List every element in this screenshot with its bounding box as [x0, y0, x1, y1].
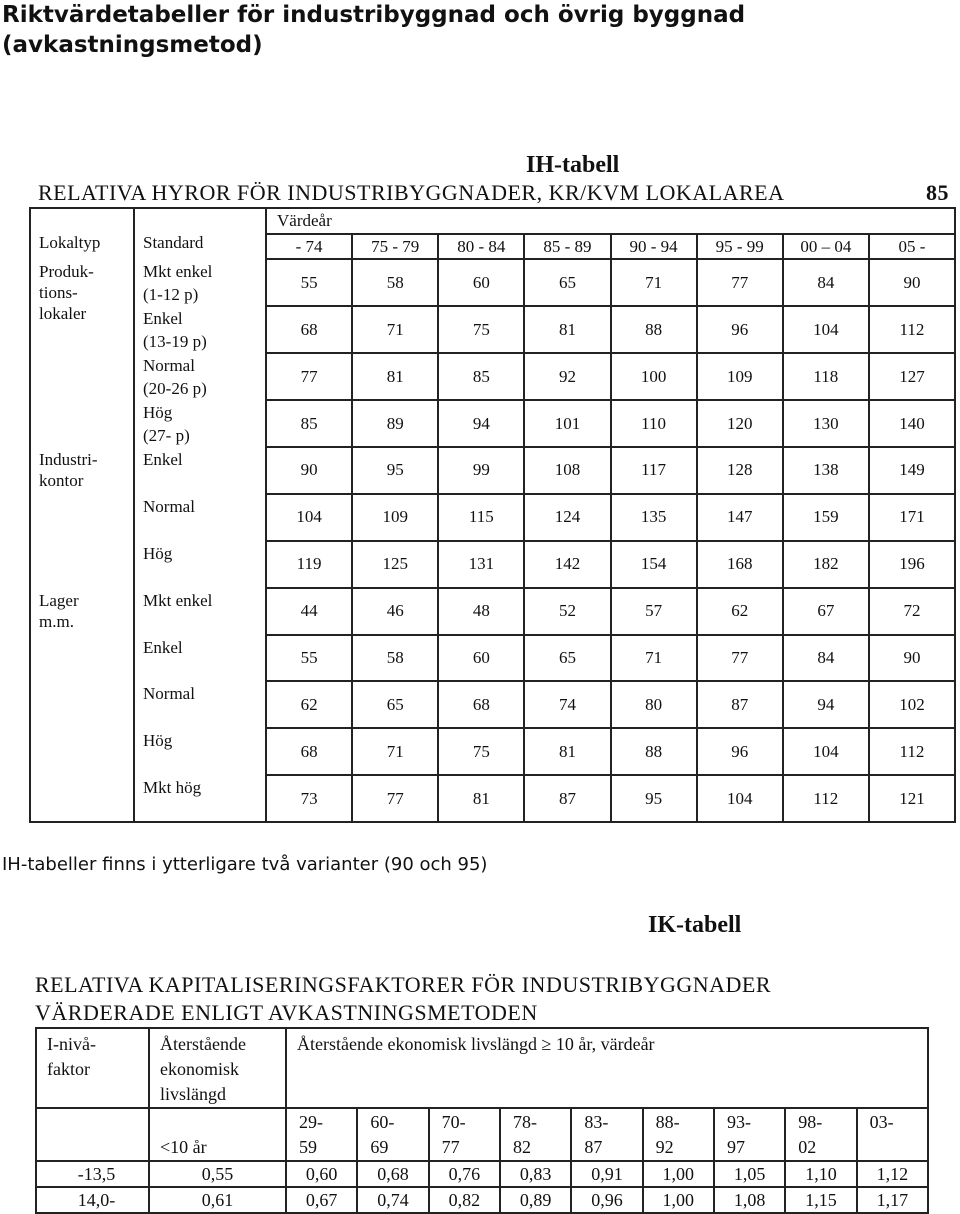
ik-value-cell: 0,76 [429, 1161, 500, 1187]
ih-value-cell: 171 [869, 494, 955, 541]
ik-year-header: 60- 69 [357, 1108, 428, 1161]
ih-value-cell: 140 [869, 400, 955, 447]
ik-value-cell: 1,08 [714, 1187, 785, 1213]
ik-header-livslangd: Återstående ekonomisk livslängd [149, 1028, 286, 1108]
ik-value-cell: 1,10 [785, 1161, 856, 1187]
ih-value-cell: 147 [697, 494, 783, 541]
ih-year-header: 75 - 79 [352, 234, 438, 259]
ih-value-cell: 112 [783, 775, 869, 822]
ih-value-cell: 62 [697, 588, 783, 635]
ik-year-header: 98- 02 [785, 1108, 856, 1161]
ih-value-cell: 110 [611, 400, 697, 447]
ih-value-cell: 115 [438, 494, 524, 541]
ih-value-cell: 118 [783, 353, 869, 400]
table-row [30, 588, 955, 635]
ik-value-cell: 0,89 [500, 1187, 571, 1213]
ih-value-cell: 112 [869, 306, 955, 353]
ih-value-cell: 104 [783, 306, 869, 353]
table-row [30, 728, 955, 775]
table-row [30, 353, 955, 400]
ik-table-heading-line2: VÄRDERADE ENLIGT AVKASTNINGSMETODEN [35, 1000, 538, 1025]
ih-value-cell: 68 [438, 681, 524, 728]
ik-value-cell: 0,74 [357, 1187, 428, 1213]
ih-standard-cell: Enkel [134, 635, 266, 682]
ih-value-cell: 104 [783, 728, 869, 775]
ih-year-header: 95 - 99 [697, 234, 783, 259]
table-row [30, 775, 955, 822]
ih-value-cell: 135 [611, 494, 697, 541]
ih-value-cell: 90 [266, 447, 352, 494]
ik-header-blank [36, 1108, 149, 1161]
ih-value-cell: 96 [697, 728, 783, 775]
ih-value-cell: 121 [869, 775, 955, 822]
ik-year-header: 70- 77 [429, 1108, 500, 1161]
ih-value-cell: 68 [266, 728, 352, 775]
ik-header-span: Återstående ekonomisk livslängd ≥ 10 år, värdeår [286, 1028, 928, 1108]
ik-year-header: 93- 97 [714, 1108, 785, 1161]
ih-value-cell: 80 [611, 681, 697, 728]
ih-value-cell: 85 [438, 353, 524, 400]
ih-value-cell: 71 [352, 306, 438, 353]
ih-header-standard: Standard [134, 208, 266, 259]
ih-header-type: Lokaltyp [30, 208, 134, 259]
ih-value-cell: 108 [524, 447, 610, 494]
ih-value-cell: 99 [438, 447, 524, 494]
ih-value-cell: 55 [266, 259, 352, 306]
ih-value-cell: 74 [524, 681, 610, 728]
ih-value-cell: 71 [352, 728, 438, 775]
ik-table-label: IK-tabell [648, 912, 742, 938]
ih-value-cell: 131 [438, 541, 524, 588]
ih-year-header: 80 - 84 [438, 234, 524, 259]
ih-value-cell: 142 [524, 541, 610, 588]
ih-value-cell: 124 [524, 494, 610, 541]
ih-standard-cell: Mkt enkel (1-12 p) [134, 259, 266, 306]
table-row [30, 400, 955, 447]
ik-short-life-cell: 0,55 [149, 1161, 286, 1187]
ih-value-cell: 95 [352, 447, 438, 494]
ih-lokaltyp-cell: Produk- tions- lokaler [30, 259, 134, 447]
table-row [36, 1187, 928, 1213]
table-row [30, 447, 955, 494]
ik-value-cell: 1,17 [857, 1187, 928, 1213]
ih-value-cell: 77 [352, 775, 438, 822]
ih-table-heading: RELATIVA HYROR FÖR INDUSTRIBYGGNADER, KR/KVM LOKALAREA [38, 180, 785, 205]
ih-value-cell: 182 [783, 541, 869, 588]
ih-variants-note: IH-tabeller finns i ytterligare två varianter (90 och 95) [2, 854, 488, 875]
ih-standard-cell: Hög [134, 541, 266, 588]
ih-value-cell: 196 [869, 541, 955, 588]
ih-standard-cell: Hög (27- p) [134, 400, 266, 447]
ih-header-vardear: Värdeår [266, 208, 955, 234]
ik-value-cell: 0,60 [286, 1161, 357, 1187]
ik-year-header: 83- 87 [571, 1108, 642, 1161]
ih-value-cell: 75 [438, 306, 524, 353]
ih-value-cell: 67 [783, 588, 869, 635]
ih-value-cell: 57 [611, 588, 697, 635]
ih-standard-cell: Normal [134, 681, 266, 728]
ih-value-cell: 89 [352, 400, 438, 447]
ih-value-cell: 109 [352, 494, 438, 541]
ih-year-header: 05 - [869, 234, 955, 259]
ih-value-cell: 104 [266, 494, 352, 541]
ih-value-cell: 65 [352, 681, 438, 728]
ih-table-label: IH-tabell [526, 152, 620, 178]
ih-value-cell: 77 [697, 259, 783, 306]
ih-value-cell: 90 [869, 259, 955, 306]
ih-value-cell: 149 [869, 447, 955, 494]
ih-standard-cell: Enkel [134, 447, 266, 494]
ik-value-cell: 0,82 [429, 1187, 500, 1213]
ih-value-cell: 96 [697, 306, 783, 353]
table-row [30, 681, 955, 728]
ik-value-cell: 1,00 [643, 1161, 714, 1187]
ih-value-cell: 88 [611, 306, 697, 353]
ih-value-cell: 72 [869, 588, 955, 635]
ih-standard-cell: Hög [134, 728, 266, 775]
ih-value-cell: 62 [266, 681, 352, 728]
ik-value-cell: 0,91 [571, 1161, 642, 1187]
table-row [30, 306, 955, 353]
ih-standard-cell: Normal [134, 494, 266, 541]
ik-header-i-niva: I-nivå- faktor [36, 1028, 149, 1108]
ik-value-cell: 0,83 [500, 1161, 571, 1187]
ih-standard-cell: Enkel (13-19 p) [134, 306, 266, 353]
ih-value-cell: 65 [524, 635, 610, 682]
ih-table-heading-number: 85 [926, 180, 949, 205]
ih-value-cell: 87 [697, 681, 783, 728]
ih-value-cell: 112 [869, 728, 955, 775]
ih-value-cell: 60 [438, 635, 524, 682]
ik-value-cell: 1,12 [857, 1161, 928, 1187]
ih-value-cell: 60 [438, 259, 524, 306]
ik-value-cell: 1,00 [643, 1187, 714, 1213]
ih-value-cell: 81 [524, 306, 610, 353]
page-title-line2: (avkastningsmetod) [2, 32, 263, 58]
ih-value-cell: 130 [783, 400, 869, 447]
ih-value-cell: 58 [352, 635, 438, 682]
ih-value-cell: 88 [611, 728, 697, 775]
ih-table [29, 207, 956, 823]
ih-year-header: 85 - 89 [524, 234, 610, 259]
ih-value-cell: 71 [611, 259, 697, 306]
ih-value-cell: 92 [524, 353, 610, 400]
ik-year-header: 03- [857, 1108, 928, 1161]
ih-value-cell: 90 [869, 635, 955, 682]
ik-year-header: 88- 92 [643, 1108, 714, 1161]
ih-value-cell: 127 [869, 353, 955, 400]
ih-value-cell: 81 [438, 775, 524, 822]
ih-value-cell: 73 [266, 775, 352, 822]
ik-value-cell: 0,68 [357, 1161, 428, 1187]
ih-lokaltyp-cell: Industri- kontor [30, 447, 134, 588]
ik-year-header: 29- 59 [286, 1108, 357, 1161]
ih-year-header: - 74 [266, 234, 352, 259]
ik-header-life-value: <10 år [149, 1108, 286, 1161]
ih-value-cell: 55 [266, 635, 352, 682]
ik-value-cell: 1,15 [785, 1187, 856, 1213]
ik-i-niva-cell: 14,0- [36, 1187, 149, 1213]
ih-value-cell: 81 [352, 353, 438, 400]
ih-value-cell: 95 [611, 775, 697, 822]
ih-value-cell: 77 [697, 635, 783, 682]
ih-value-cell: 154 [611, 541, 697, 588]
ik-table [35, 1027, 929, 1214]
ih-value-cell: 84 [783, 259, 869, 306]
ik-value-cell: 0,67 [286, 1187, 357, 1213]
page-title [2, 0, 745, 60]
ih-value-cell: 77 [266, 353, 352, 400]
table-row [30, 541, 955, 588]
ih-value-cell: 84 [783, 635, 869, 682]
ih-value-cell: 58 [352, 259, 438, 306]
ik-i-niva-cell: -13,5 [36, 1161, 149, 1187]
ih-value-cell: 159 [783, 494, 869, 541]
ih-value-cell: 94 [783, 681, 869, 728]
ih-value-cell: 71 [611, 635, 697, 682]
ih-value-cell: 109 [697, 353, 783, 400]
ih-value-cell: 117 [611, 447, 697, 494]
ih-value-cell: 125 [352, 541, 438, 588]
ih-value-cell: 102 [869, 681, 955, 728]
ih-standard-cell: Mkt enkel [134, 588, 266, 635]
table-row [36, 1161, 928, 1187]
table-row [30, 635, 955, 682]
ih-value-cell: 52 [524, 588, 610, 635]
ih-value-cell: 46 [352, 588, 438, 635]
ih-value-cell: 101 [524, 400, 610, 447]
ih-value-cell: 104 [697, 775, 783, 822]
ih-value-cell: 48 [438, 588, 524, 635]
ih-value-cell: 87 [524, 775, 610, 822]
page-title-line1: Riktvärdetabeller för industribyggnad och övrig byggnad [2, 2, 746, 28]
ik-year-header: 78- 82 [500, 1108, 571, 1161]
ih-value-cell: 119 [266, 541, 352, 588]
ik-value-cell: 0,96 [571, 1187, 642, 1213]
ih-value-cell: 128 [697, 447, 783, 494]
ih-value-cell: 85 [266, 400, 352, 447]
ih-value-cell: 138 [783, 447, 869, 494]
ih-standard-cell: Normal (20-26 p) [134, 353, 266, 400]
ih-lokaltyp-cell: Lager m.m. [30, 588, 134, 822]
ih-value-cell: 68 [266, 306, 352, 353]
table-row [30, 494, 955, 541]
ih-value-cell: 94 [438, 400, 524, 447]
table-row [30, 259, 955, 306]
ih-year-header: 00 – 04 [783, 234, 869, 259]
ih-standard-cell: Mkt hög [134, 775, 266, 822]
ih-value-cell: 44 [266, 588, 352, 635]
ik-short-life-cell: 0,61 [149, 1187, 286, 1213]
ih-value-cell: 65 [524, 259, 610, 306]
ik-table-heading-line1: RELATIVA KAPITALISERINGSFAKTORER FÖR INDUSTRIBYGGNADER [35, 972, 772, 997]
ih-value-cell: 100 [611, 353, 697, 400]
ih-value-cell: 168 [697, 541, 783, 588]
ik-value-cell: 1,05 [714, 1161, 785, 1187]
ih-year-header: 90 - 94 [611, 234, 697, 259]
ih-value-cell: 120 [697, 400, 783, 447]
ih-value-cell: 81 [524, 728, 610, 775]
ih-value-cell: 75 [438, 728, 524, 775]
